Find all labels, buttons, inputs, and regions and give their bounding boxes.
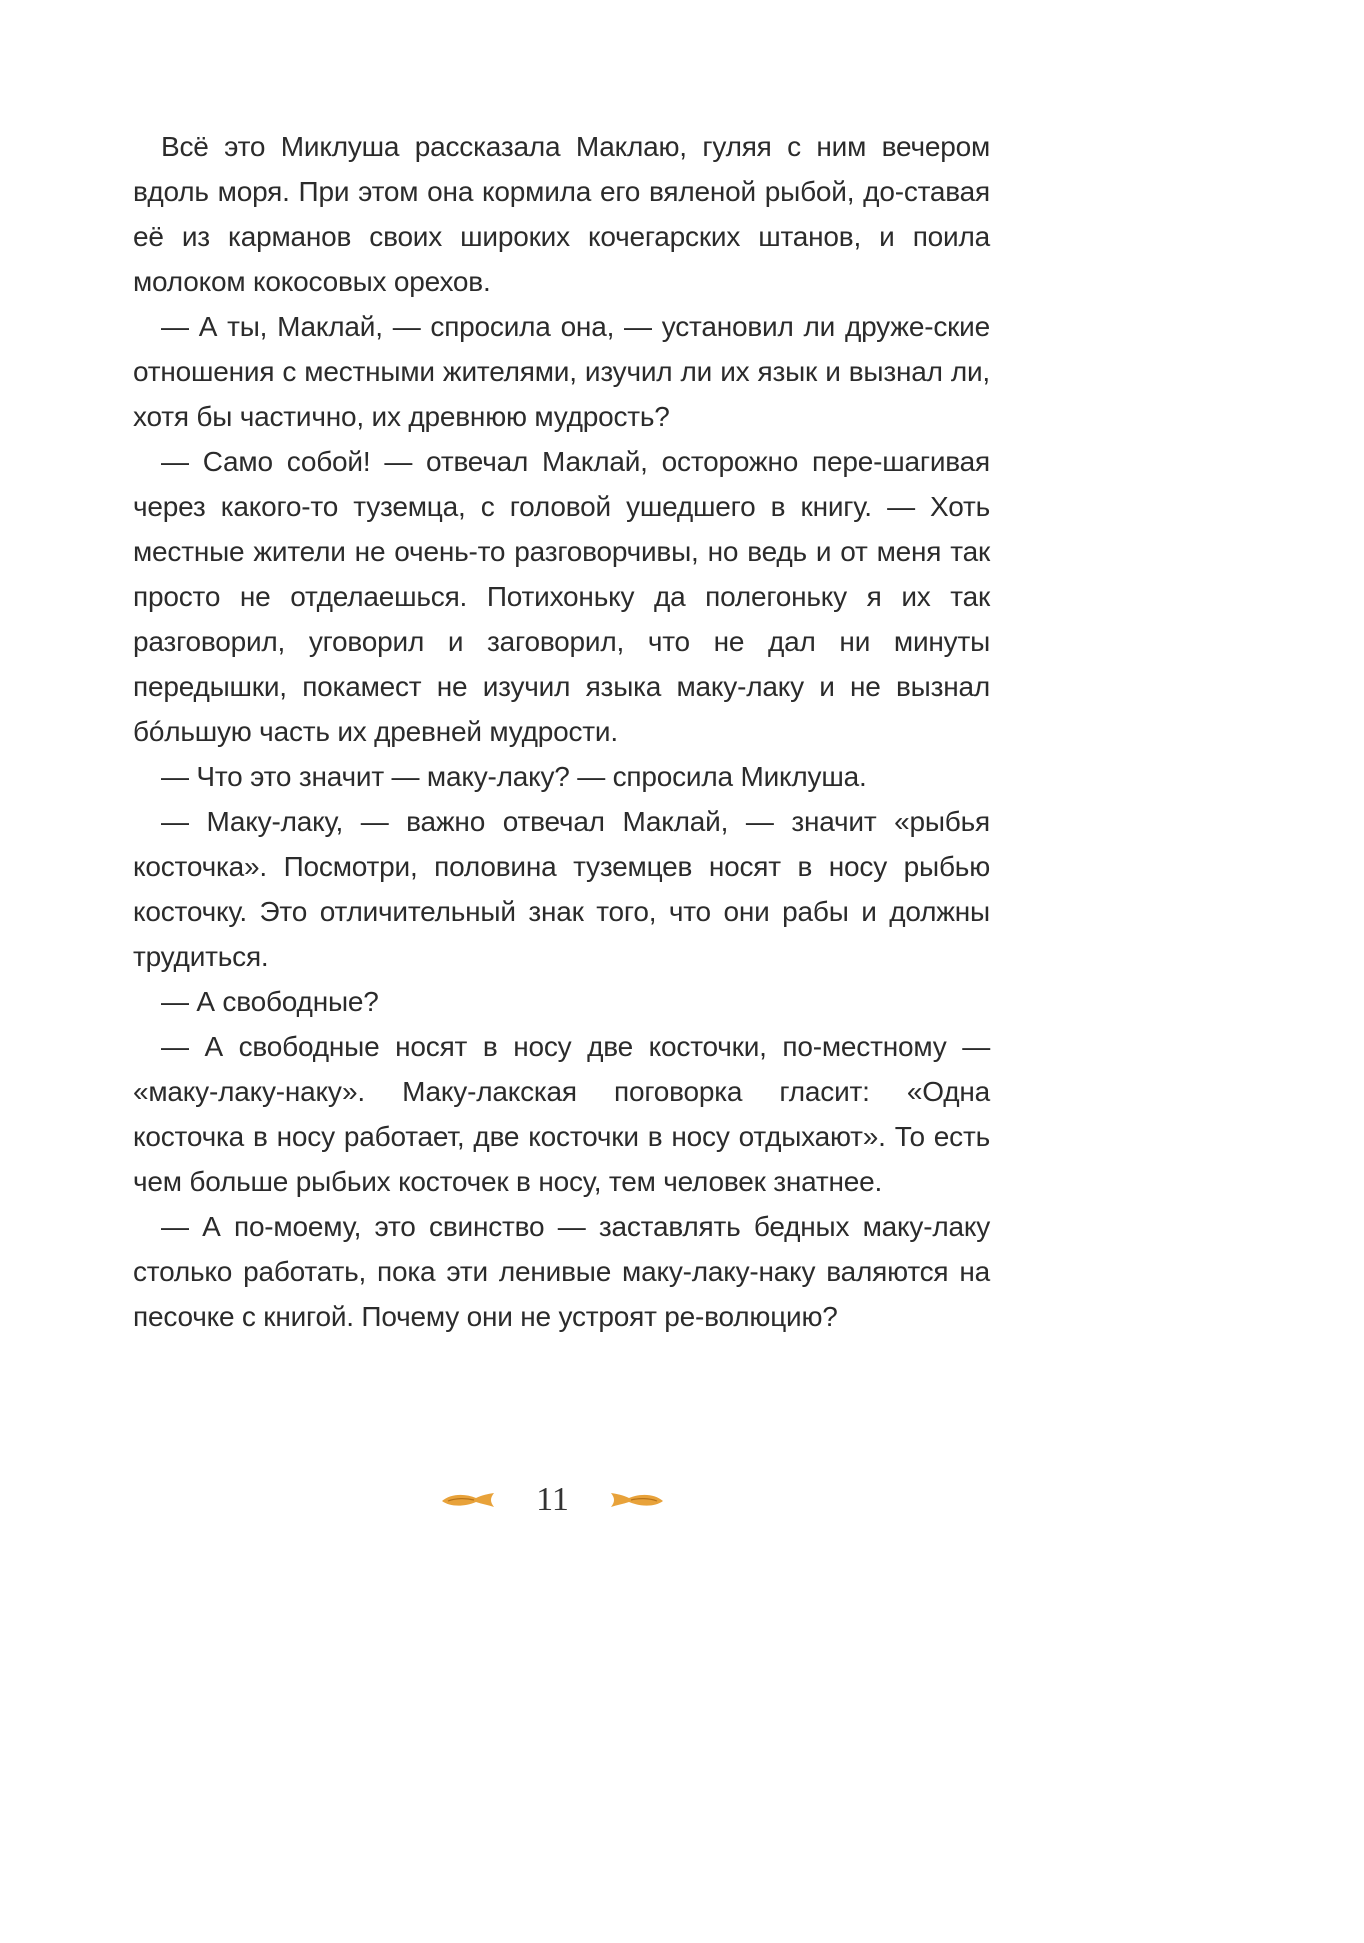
fish-ornament-icon bbox=[609, 1490, 665, 1510]
paragraph: — А свободные носят в носу две косточки, по-местному — «маку-лаку-наку». Маку-лакская поговорка гласит: «Одна косточка в носу работает, две косточки в носу отдыхают». То есть чем больше рыбьих косточек в носу, тем человек знатнее. bbox=[133, 1031, 990, 1197]
paragraph: — Что это значит — маку-лаку? — спросила Миклуша. bbox=[161, 761, 867, 792]
page-body bbox=[133, 124, 990, 1339]
fish-ornament-icon bbox=[440, 1490, 496, 1510]
paragraph: — А по-моему, это свинство — заставлять бедных маку-лаку столько работать, пока эти ленивые маку-лаку-наку валяются на песочке с книгой. Почему они не устроят ре-волюцию? bbox=[133, 1211, 990, 1332]
paragraph: — А свободные? bbox=[161, 986, 379, 1017]
page-number: 11 bbox=[536, 1481, 569, 1518]
paragraph: Всё это Миклуша рассказала Маклаю, гуляя с ним вечером вдоль моря. При этом она кормила его вяленой рыбой, до-ставая её из карманов своих широких кочегарских штанов, и поила молоком кокосовых орехов. bbox=[133, 131, 990, 297]
paragraph: — Маку-лаку, — важно отвечал Маклай, — значит «рыбья косточка». Посмотри, половина туземцев носят в носу рыбью косточку. Это отличительный знак того, что они рабы и должны трудиться. bbox=[133, 806, 990, 972]
paragraph: — А ты, Маклай, — спросила она, — установил ли друже-ские отношения с местными жителями, изучил ли их язык и вызнал ли, хотя бы частично, их древнюю мудрость? bbox=[133, 311, 990, 432]
page-footer bbox=[0, 1478, 1105, 1522]
paragraph: — Само собой! — отвечал Маклай, осторожно пере-шагивая через какого-то туземца, с головой ушедшего в книгу. — Хоть местные жители не очень-то разговорчивы, но ведь и от меня так просто не отделаешься. Потихоньку да полегоньку я их так разговорил, уговорил и заговорил, что не дал ни минуты передышки, покамест не изучил языка маку-лаку и не вызнал бóльшую часть их древней мудрости. bbox=[133, 446, 990, 747]
